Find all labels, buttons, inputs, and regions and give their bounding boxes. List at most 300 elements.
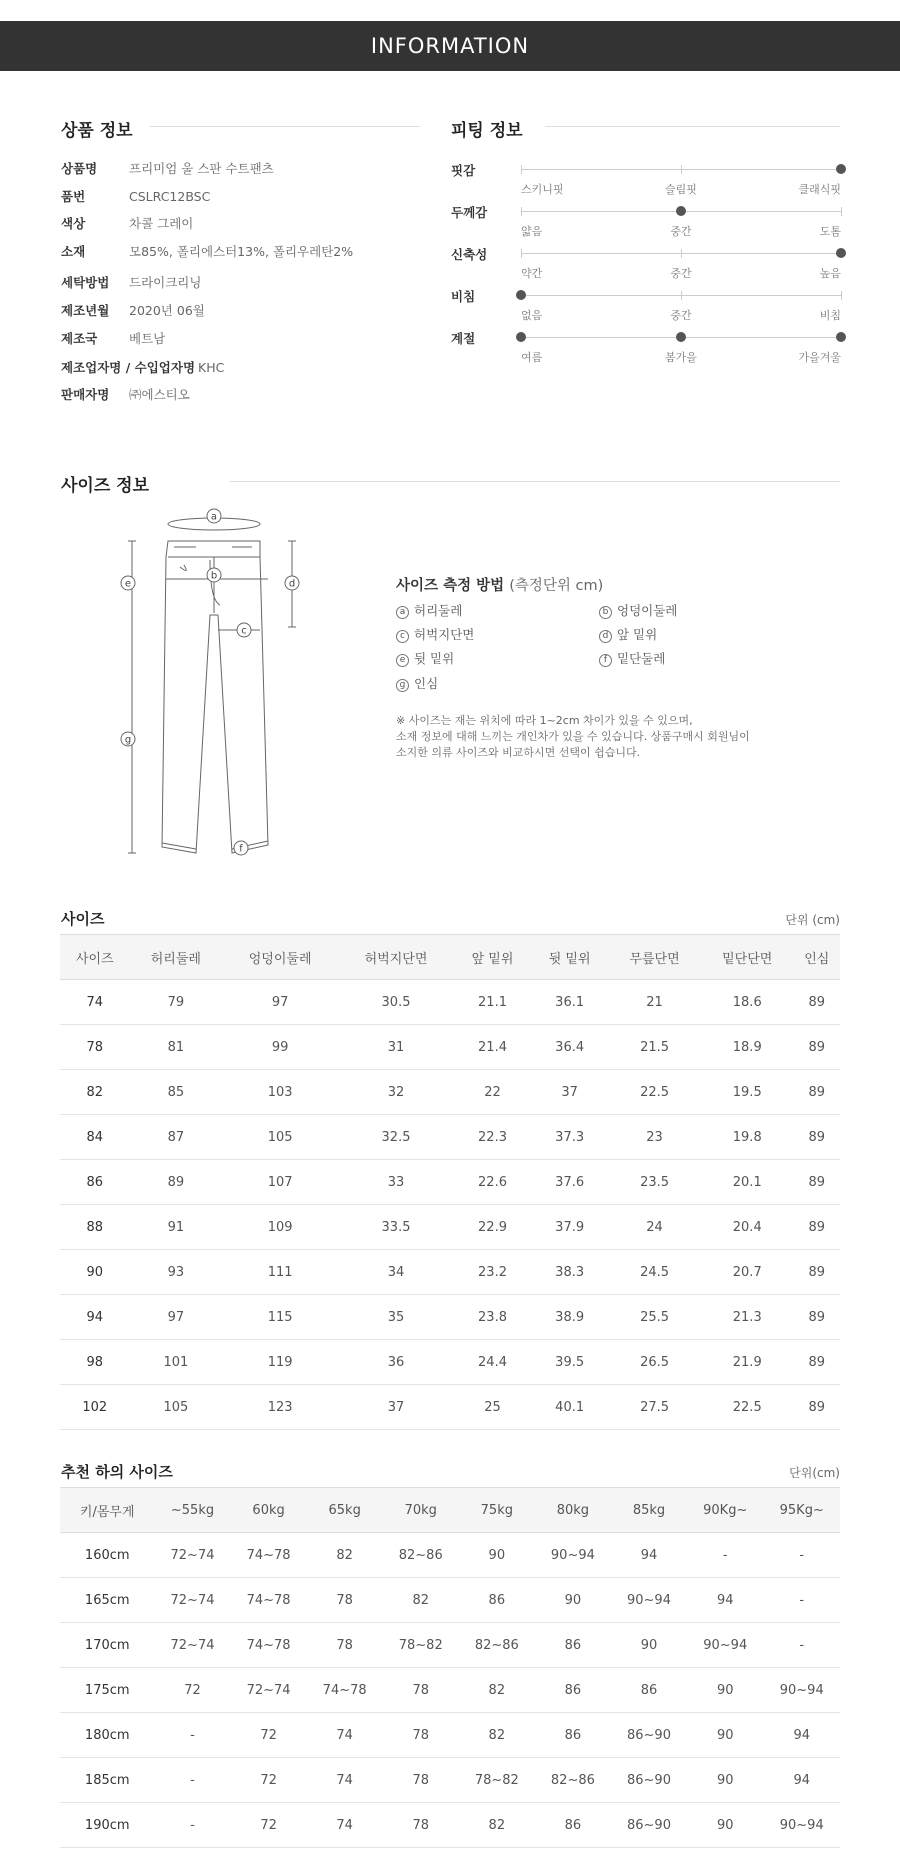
measure-item xyxy=(396,674,438,692)
table-cell: 38.9 xyxy=(531,1295,608,1340)
table-cell: 82~86 xyxy=(535,1758,611,1803)
table-cell: 32 xyxy=(338,1070,454,1115)
table-header-cell: 허벅지단면 xyxy=(338,935,454,980)
table-cell: 37.9 xyxy=(531,1205,608,1250)
section-divider xyxy=(545,126,840,127)
table-cell: 85 xyxy=(130,1070,223,1115)
fitting-label: 계절 xyxy=(451,331,476,346)
table-header-cell: 허리둘레 xyxy=(130,935,223,980)
table-cell: 99 xyxy=(222,1025,338,1070)
measure-label: 뒷 밑위 xyxy=(414,651,455,666)
table-cell: 90 xyxy=(687,1803,763,1848)
fitting-label: 두께감 xyxy=(451,205,488,220)
rec-table-unit: 단위(cm) xyxy=(789,1466,840,1480)
table-cell: 74~78 xyxy=(231,1623,307,1668)
table-cell: 89 xyxy=(794,1160,840,1205)
product-info-value: 모85%, 폴리에스터13%, 폴리우레탄2% xyxy=(129,244,354,259)
table-header-cell: 60kg xyxy=(231,1488,307,1533)
svg-text:f: f xyxy=(239,843,243,855)
table-cell: - xyxy=(763,1533,840,1578)
table-header-cell: 밑단단면 xyxy=(701,935,794,980)
fitting-option: 없음 xyxy=(521,309,543,322)
table-cell: 24.5 xyxy=(608,1250,701,1295)
table-cell: 21.9 xyxy=(701,1340,794,1385)
table-cell: 82 xyxy=(60,1070,130,1115)
table-cell: 74 xyxy=(307,1713,383,1758)
table-cell: 22.9 xyxy=(454,1205,531,1250)
table-cell: 34 xyxy=(338,1250,454,1295)
table-cell: 72~74 xyxy=(154,1623,230,1668)
table-cell: 86 xyxy=(535,1623,611,1668)
table-cell: 89 xyxy=(794,1295,840,1340)
table-cell: 26.5 xyxy=(608,1340,701,1385)
table-cell: 89 xyxy=(794,1205,840,1250)
table-cell: 36 xyxy=(338,1340,454,1385)
table-cell: 87 xyxy=(130,1115,223,1160)
table-cell: 20.1 xyxy=(701,1160,794,1205)
table-row xyxy=(60,1578,840,1623)
table-cell: 90 xyxy=(687,1758,763,1803)
table-cell: 81 xyxy=(130,1025,223,1070)
table-cell: 105 xyxy=(222,1115,338,1160)
table-cell: 82~86 xyxy=(383,1533,459,1578)
table-cell: 22.3 xyxy=(454,1115,531,1160)
table-cell: 32.5 xyxy=(338,1115,454,1160)
svg-text:d: d xyxy=(288,578,296,590)
fitting-tick xyxy=(841,207,842,216)
table-row xyxy=(60,1250,840,1295)
fitting-tick xyxy=(681,165,682,174)
table-row xyxy=(60,1160,840,1205)
product-info-value: 베트남 xyxy=(129,331,166,346)
table-cell: 90 xyxy=(611,1623,687,1668)
svg-text:g: g xyxy=(124,734,132,746)
product-info-value: 2020년 06월 xyxy=(129,303,205,318)
table-row xyxy=(60,1115,840,1160)
table-cell: 86 xyxy=(611,1668,687,1713)
table-cell: 89 xyxy=(794,1115,840,1160)
table-cell: 170cm xyxy=(60,1623,154,1668)
section-divider xyxy=(150,126,420,127)
product-info-value: 차콜 그레이 xyxy=(129,216,194,231)
measure-mark: c xyxy=(396,630,409,643)
table-cell: 37.3 xyxy=(531,1115,608,1160)
table-cell: 190cm xyxy=(60,1803,154,1848)
table-row xyxy=(60,1623,840,1668)
table-cell: 180cm xyxy=(60,1713,154,1758)
fitting-option: 도톰 xyxy=(819,225,841,238)
table-cell: 86~90 xyxy=(611,1803,687,1848)
marker-c xyxy=(237,623,251,637)
fitting-label: 비침 xyxy=(451,289,476,304)
product-info-label: 제조국 xyxy=(61,331,98,346)
table-cell: 86 xyxy=(535,1803,611,1848)
measure-label: 엉덩이둘레 xyxy=(617,603,678,618)
pants-diagram xyxy=(110,505,310,860)
fitting-info-title: 피팅 정보 xyxy=(451,121,523,141)
table-cell: 74 xyxy=(307,1758,383,1803)
table-cell: 93 xyxy=(130,1250,223,1295)
table-cell: 86 xyxy=(459,1578,535,1623)
table-cell: 74~78 xyxy=(231,1533,307,1578)
table-header-cell: 앞 밑위 xyxy=(454,935,531,980)
table-cell: 23.2 xyxy=(454,1250,531,1295)
fitting-option: 스키니핏 xyxy=(521,183,564,196)
fitting-selected-dot xyxy=(836,164,846,174)
fitting-selected-dot xyxy=(676,332,686,342)
table-header-cell: 무릎단면 xyxy=(608,935,701,980)
fitting-tick xyxy=(841,291,842,300)
table-cell: 90 xyxy=(687,1668,763,1713)
fitting-option: 중간 xyxy=(670,267,692,280)
table-row xyxy=(60,980,840,1025)
table-cell: 21 xyxy=(608,980,701,1025)
table-cell: 97 xyxy=(130,1295,223,1340)
fitting-option: 여름 xyxy=(521,351,543,364)
table-cell: 21.4 xyxy=(454,1025,531,1070)
table-cell: 72~74 xyxy=(154,1533,230,1578)
fitting-option: 약간 xyxy=(521,267,543,280)
table-row xyxy=(60,1070,840,1115)
table-cell: 78~82 xyxy=(383,1623,459,1668)
svg-text:a: a xyxy=(210,511,218,523)
table-cell: - xyxy=(763,1578,840,1623)
table-cell: 175cm xyxy=(60,1668,154,1713)
table-cell: 33.5 xyxy=(338,1205,454,1250)
table-header-row xyxy=(60,935,840,980)
svg-text:c: c xyxy=(241,625,247,637)
product-info-label: 상품명 xyxy=(61,161,98,176)
fitting-option: 중간 xyxy=(670,309,692,322)
measure-unit: (측정단위 cm) xyxy=(509,578,604,594)
marker-a xyxy=(207,509,221,523)
table-cell: 86 xyxy=(60,1160,130,1205)
table-cell: 185cm xyxy=(60,1758,154,1803)
table-cell: 90~94 xyxy=(611,1578,687,1623)
table-cell: 86~90 xyxy=(611,1758,687,1803)
table-cell: 90 xyxy=(60,1250,130,1295)
svg-text:e: e xyxy=(124,578,132,590)
fitting-option: 중간 xyxy=(670,225,692,238)
table-cell: 78 xyxy=(383,1803,459,1848)
table-cell: 22.5 xyxy=(608,1070,701,1115)
rec-size-table xyxy=(60,1487,840,1848)
table-cell: 33 xyxy=(338,1160,454,1205)
measure-item xyxy=(396,601,462,619)
measure-mark: g xyxy=(396,679,409,692)
rec-table-title: 추천 하의 사이즈 xyxy=(61,1463,173,1481)
fitting-option: 얇음 xyxy=(521,225,543,238)
table-cell: 101 xyxy=(130,1340,223,1385)
table-cell: 24 xyxy=(608,1205,701,1250)
table-cell: 86~90 xyxy=(611,1713,687,1758)
table-cell: 86 xyxy=(535,1713,611,1758)
measure-method-title xyxy=(396,574,603,595)
table-cell: 78 xyxy=(307,1623,383,1668)
size-info-title: 사이즈 정보 xyxy=(61,476,150,496)
product-info-value: CSLRC12BSC xyxy=(129,189,211,204)
table-cell: 72 xyxy=(231,1758,307,1803)
fitting-option: 높음 xyxy=(819,267,841,280)
size-table xyxy=(60,934,840,1430)
table-cell: 37 xyxy=(531,1070,608,1115)
table-cell: 90 xyxy=(459,1533,535,1578)
fitting-tick xyxy=(681,249,682,258)
table-row xyxy=(60,1803,840,1848)
size-table-title: 사이즈 xyxy=(61,910,105,928)
table-cell: 82 xyxy=(459,1668,535,1713)
table-cell: 90~94 xyxy=(763,1803,840,1848)
fitting-label: 핏감 xyxy=(451,163,476,178)
table-cell: 78 xyxy=(60,1025,130,1070)
measure-item xyxy=(396,649,454,667)
table-header-cell: 뒷 밑위 xyxy=(531,935,608,980)
table-header-cell: 키/몸무게 xyxy=(60,1488,154,1533)
fitting-tick xyxy=(521,249,522,258)
table-cell: 72 xyxy=(154,1668,230,1713)
table-header-cell: 65kg xyxy=(307,1488,383,1533)
measure-mark: e xyxy=(396,654,409,667)
fitting-row xyxy=(451,203,841,243)
measure-mark: b xyxy=(599,606,612,619)
table-cell: 82 xyxy=(383,1578,459,1623)
table-cell: 22.5 xyxy=(701,1385,794,1430)
table-cell: 23.8 xyxy=(454,1295,531,1340)
table-cell: 89 xyxy=(794,1250,840,1295)
table-header-cell: 80kg xyxy=(535,1488,611,1533)
table-cell: 78 xyxy=(307,1578,383,1623)
product-info-label: 제조년월 xyxy=(61,303,110,318)
table-cell: 98 xyxy=(60,1340,130,1385)
table-cell: 74 xyxy=(307,1803,383,1848)
table-cell: 89 xyxy=(794,1070,840,1115)
product-info-value: ㈜에스티오 xyxy=(129,387,190,402)
table-row xyxy=(60,1533,840,1578)
table-cell: 23 xyxy=(608,1115,701,1160)
note-line: 소재 정보에 대해 느끼는 개인차가 있을 수 있습니다. 상품구매시 회원님이 xyxy=(396,730,750,743)
product-info-title: 상품 정보 xyxy=(61,121,133,141)
table-row xyxy=(60,1025,840,1070)
table-cell: 88 xyxy=(60,1205,130,1250)
table-cell: 109 xyxy=(222,1205,338,1250)
fitting-option: 클래식핏 xyxy=(798,183,841,196)
table-cell: 74~78 xyxy=(307,1668,383,1713)
table-cell: - xyxy=(763,1623,840,1668)
measure-label: 밑단둘레 xyxy=(617,651,666,666)
table-cell: 25.5 xyxy=(608,1295,701,1340)
table-cell: 78 xyxy=(383,1758,459,1803)
table-cell: 19.8 xyxy=(701,1115,794,1160)
table-cell: 90~94 xyxy=(763,1668,840,1713)
table-row xyxy=(60,1385,840,1430)
table-row xyxy=(60,1340,840,1385)
marker-e xyxy=(121,576,135,590)
note-line: 소지한 의류 사이즈와 비교하시면 선택이 쉽습니다. xyxy=(396,746,641,759)
table-cell: 82~86 xyxy=(459,1623,535,1668)
table-cell: 74 xyxy=(60,980,130,1025)
table-cell: 105 xyxy=(130,1385,223,1430)
table-cell: 31 xyxy=(338,1025,454,1070)
table-cell: 36.1 xyxy=(531,980,608,1025)
measure-item xyxy=(599,625,657,643)
table-cell: 90~94 xyxy=(535,1533,611,1578)
table-header-cell: 90Kg~ xyxy=(687,1488,763,1533)
table-cell: 22 xyxy=(454,1070,531,1115)
table-cell: 72 xyxy=(231,1713,307,1758)
fitting-selected-dot xyxy=(516,332,526,342)
table-cell: 102 xyxy=(60,1385,130,1430)
table-cell: - xyxy=(154,1803,230,1848)
table-cell: 82 xyxy=(459,1713,535,1758)
fitting-selected-dot xyxy=(836,248,846,258)
section-divider xyxy=(230,481,840,482)
product-info-label: 세탁방법 xyxy=(61,275,110,290)
table-cell: 94 xyxy=(60,1295,130,1340)
table-cell: 94 xyxy=(763,1713,840,1758)
fitting-option: 비침 xyxy=(819,309,841,322)
table-header-cell: 엉덩이둘레 xyxy=(222,935,338,980)
table-cell: 39.5 xyxy=(531,1340,608,1385)
table-cell: - xyxy=(154,1713,230,1758)
table-cell: 22.6 xyxy=(454,1160,531,1205)
measure-item xyxy=(599,649,665,667)
table-cell: 20.7 xyxy=(701,1250,794,1295)
table-header-cell: 인심 xyxy=(794,935,840,980)
table-cell: 94 xyxy=(687,1578,763,1623)
table-cell: 30.5 xyxy=(338,980,454,1025)
table-header-cell: 75kg xyxy=(459,1488,535,1533)
table-cell: 107 xyxy=(222,1160,338,1205)
table-cell: 90 xyxy=(535,1578,611,1623)
table-cell: 78 xyxy=(383,1713,459,1758)
table-cell: 72~74 xyxy=(231,1668,307,1713)
table-header-cell: 95Kg~ xyxy=(763,1488,840,1533)
size-table-unit: 단위 (cm) xyxy=(785,913,840,927)
table-cell: 89 xyxy=(794,1385,840,1430)
product-info-label: 색상 xyxy=(61,216,86,231)
table-cell: 38.3 xyxy=(531,1250,608,1295)
measure-mark: d xyxy=(599,630,612,643)
table-row xyxy=(60,1758,840,1803)
table-cell: 91 xyxy=(130,1205,223,1250)
table-cell: 25 xyxy=(454,1385,531,1430)
table-cell: 89 xyxy=(130,1160,223,1205)
table-cell: 78 xyxy=(383,1668,459,1713)
product-info-value: KHC xyxy=(198,360,225,375)
table-cell: 37 xyxy=(338,1385,454,1430)
product-info-label: 제조업자명 / 수입업자명 xyxy=(61,360,196,375)
measure-mark: f xyxy=(599,654,612,667)
fitting-tick xyxy=(681,291,682,300)
table-cell: 21.1 xyxy=(454,980,531,1025)
information-banner: INFORMATION xyxy=(0,21,900,71)
table-cell: 82 xyxy=(307,1533,383,1578)
table-cell: 89 xyxy=(794,1025,840,1070)
table-cell: 40.1 xyxy=(531,1385,608,1430)
fitting-row xyxy=(451,245,841,285)
table-cell: 97 xyxy=(222,980,338,1025)
table-cell: 115 xyxy=(222,1295,338,1340)
table-cell: 72~74 xyxy=(154,1578,230,1623)
fitting-row xyxy=(451,161,841,201)
measure-title-text: 사이즈 측정 방법 xyxy=(396,578,505,594)
product-info-value: 프리미엄 울 스판 수트팬츠 xyxy=(129,161,274,176)
table-cell: 111 xyxy=(222,1250,338,1295)
measure-label: 허리둘레 xyxy=(414,603,463,618)
table-cell: 18.6 xyxy=(701,980,794,1025)
fitting-label: 신축성 xyxy=(451,247,488,262)
fitting-tick xyxy=(521,207,522,216)
product-info-value: 드라이크리닝 xyxy=(129,275,202,290)
table-cell: 74~78 xyxy=(231,1578,307,1623)
marker-b xyxy=(207,568,221,582)
table-cell: 35 xyxy=(338,1295,454,1340)
measure-label: 앞 밑위 xyxy=(617,627,658,642)
marker-f xyxy=(234,841,248,855)
note-line: ※ 사이즈는 재는 위치에 따라 1~2cm 차이가 있을 수 있으며, xyxy=(396,714,693,727)
fitting-row xyxy=(451,329,841,369)
table-cell: 90~94 xyxy=(687,1623,763,1668)
table-cell: 37.6 xyxy=(531,1160,608,1205)
table-cell: 89 xyxy=(794,1340,840,1385)
table-cell: 21.5 xyxy=(608,1025,701,1070)
table-cell: 78~82 xyxy=(459,1758,535,1803)
measure-item xyxy=(396,625,474,643)
table-header-cell: 사이즈 xyxy=(60,935,130,980)
marker-d xyxy=(285,576,299,590)
table-cell: 18.9 xyxy=(701,1025,794,1070)
measure-mark: a xyxy=(396,606,409,619)
table-cell: 89 xyxy=(794,980,840,1025)
table-cell: 84 xyxy=(60,1115,130,1160)
table-cell: 94 xyxy=(763,1758,840,1803)
fitting-option: 가을겨울 xyxy=(798,351,841,364)
fitting-tick xyxy=(521,165,522,174)
measure-label: 허벅지단면 xyxy=(414,627,475,642)
table-cell: 36.4 xyxy=(531,1025,608,1070)
table-cell: 24.4 xyxy=(454,1340,531,1385)
product-info-label: 품번 xyxy=(61,189,86,204)
table-header-row xyxy=(60,1488,840,1533)
product-info-label: 소재 xyxy=(61,244,86,259)
svg-text:b: b xyxy=(210,570,218,582)
table-cell: - xyxy=(687,1533,763,1578)
fitting-selected-dot xyxy=(516,290,526,300)
size-note xyxy=(396,713,816,761)
table-cell: 72 xyxy=(231,1803,307,1848)
table-cell: 90 xyxy=(687,1713,763,1758)
table-cell: 21.3 xyxy=(701,1295,794,1340)
fitting-option: 봄가을 xyxy=(665,351,697,364)
table-cell: 82 xyxy=(459,1803,535,1848)
table-cell: 94 xyxy=(611,1533,687,1578)
measure-label: 인심 xyxy=(414,676,439,691)
table-row xyxy=(60,1205,840,1250)
table-row xyxy=(60,1668,840,1713)
table-cell: 165cm xyxy=(60,1578,154,1623)
fitting-option: 슬림핏 xyxy=(665,183,697,196)
fitting-selected-dot xyxy=(836,332,846,342)
table-cell: 27.5 xyxy=(608,1385,701,1430)
product-info-label: 판매자명 xyxy=(61,387,110,402)
fitting-row xyxy=(451,287,841,327)
table-header-cell: ~55kg xyxy=(154,1488,230,1533)
table-cell: 123 xyxy=(222,1385,338,1430)
table-row xyxy=(60,1713,840,1758)
measure-item xyxy=(599,601,677,619)
table-cell: 19.5 xyxy=(701,1070,794,1115)
table-header-cell: 85kg xyxy=(611,1488,687,1533)
